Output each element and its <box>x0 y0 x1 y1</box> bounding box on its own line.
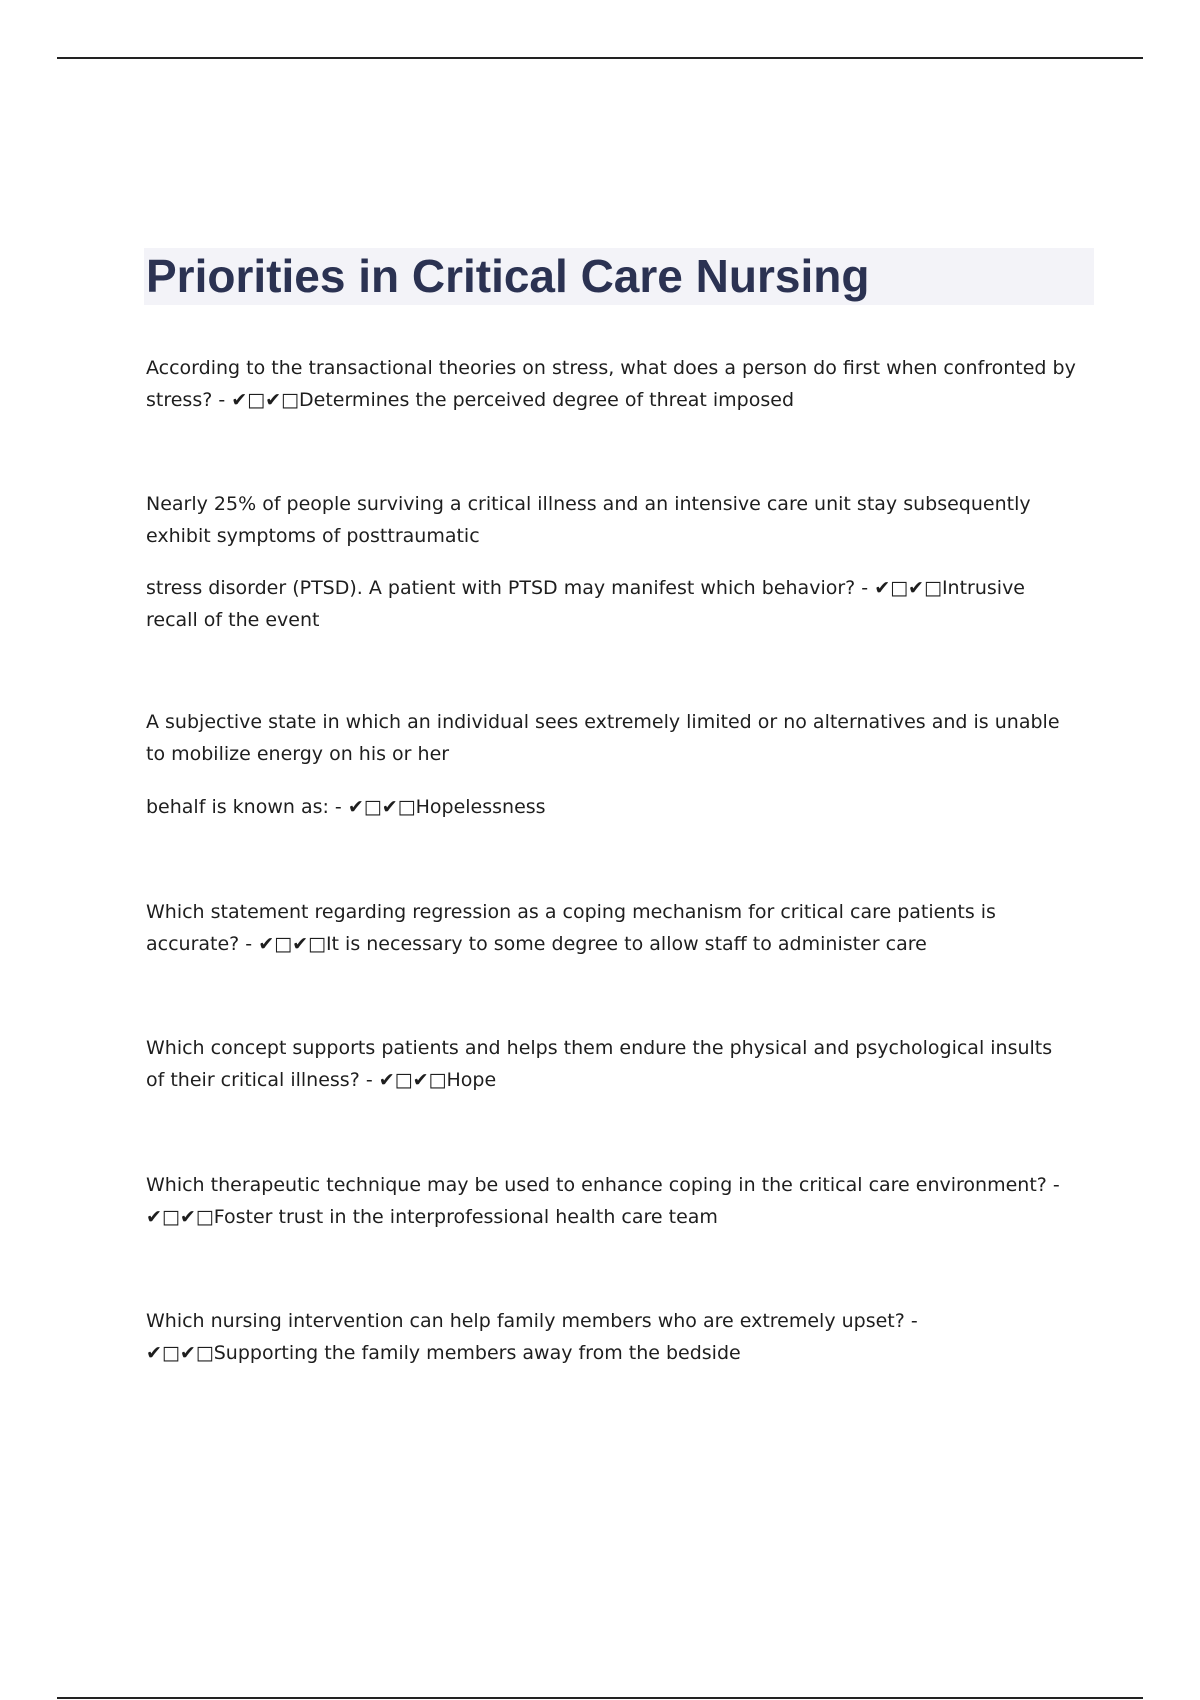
document-title: Priorities in Critical Care Nursing <box>146 250 870 302</box>
checkmark-icon: ✔□✔□ <box>378 1069 447 1091</box>
answer-text: Foster trust in the interprofessional health care team <box>213 1206 718 1228</box>
answer-text: Determines the perceived degree of threat imposed <box>299 389 795 411</box>
answer-text: Hopelessness <box>415 796 546 818</box>
question-text: Which nursing intervention can help family members who are extremely upset? - <box>146 1310 918 1332</box>
qa-item-2-continued <box>146 572 1076 636</box>
qa-item-3 <box>146 706 1076 770</box>
question-text: Which statement regarding regression as a coping mechanism for critical care patients is accurate? - <box>146 901 996 955</box>
checkmark-icon: ✔□✔□ <box>347 796 416 818</box>
qa-item-6 <box>146 1169 1076 1233</box>
header-rule <box>57 57 1143 59</box>
answer-text: Hope <box>446 1069 497 1091</box>
question-text: Nearly 25% of people surviving a critical illness and an intensive care unit stay subsequently exhibit symptoms of posttraumatic <box>146 493 1031 547</box>
checkmark-icon: ✔□✔□ <box>146 1206 214 1228</box>
qa-item-3-continued <box>146 791 1076 823</box>
checkmark-icon: ✔□✔□ <box>874 577 942 599</box>
question-continuation: stress disorder (PTSD). A patient with PTSD may manifest which behavior? - <box>146 577 875 599</box>
answer-text: Intrusive recall of the event <box>146 577 1025 631</box>
checkmark-icon: ✔□✔□ <box>146 1342 214 1364</box>
qa-item-2 <box>146 488 1076 552</box>
qa-item-1 <box>146 352 1076 416</box>
qa-item-7 <box>146 1305 1076 1369</box>
checkmark-icon: ✔□✔□ <box>258 933 326 955</box>
answer-text: Supporting the family members away from the bedside <box>213 1342 741 1364</box>
question-text: According to the transactional theories on stress, what does a person do first when confronted by stress? - <box>146 357 1076 411</box>
footer-rule <box>57 1697 1143 1699</box>
qa-item-5 <box>146 1032 1076 1096</box>
question-text: Which concept supports patients and helps them endure the physical and psychological insults of their critical illness? - <box>146 1037 1053 1091</box>
qa-item-4 <box>146 896 1076 960</box>
checkmark-icon: ✔□✔□ <box>231 389 299 411</box>
answer-text: It is necessary to some degree to allow staff to administer care <box>325 933 927 955</box>
question-text: A subjective state in which an individual sees extremely limited or no alternatives and is unable to mobilize energy on his or her <box>146 711 1060 765</box>
question-text: Which therapeutic technique may be used to enhance coping in the critical care environment? - <box>146 1174 1060 1196</box>
question-continuation: behalf is known as: - <box>146 796 348 818</box>
